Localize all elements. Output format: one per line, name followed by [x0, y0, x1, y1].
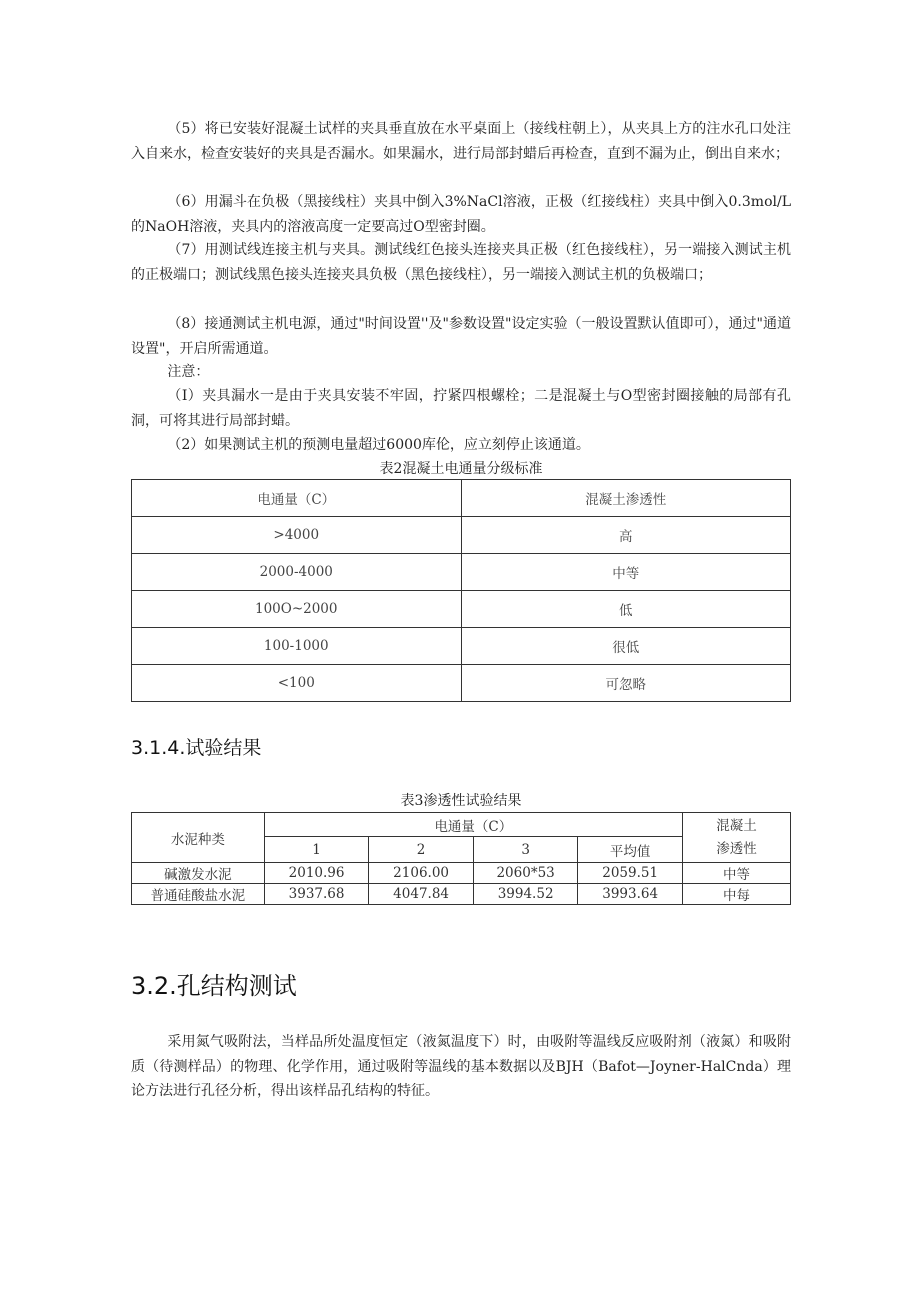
- flux-average-cell: 2059.51: [578, 863, 683, 884]
- table-row: [132, 628, 791, 665]
- flux-range-cell: 2000-4000: [132, 554, 462, 591]
- header-cell-cement-type: 水泥种类: [132, 813, 265, 863]
- table-header-row: [132, 813, 791, 837]
- permeability-cell: 中等: [461, 554, 791, 591]
- subheader-cell-1: 1: [264, 837, 369, 863]
- note-item-2: （2）如果测试主机的预测电量超过6000库伦，应立刻停止该通道。: [167, 437, 590, 453]
- flux-range-cell: 100-1000: [132, 628, 462, 665]
- flux-range-cell: >4000: [132, 517, 462, 554]
- header-cell-flux: 电通量（C）: [132, 480, 462, 517]
- paragraph-step-6: （6）用漏斗在负极（黑接线柱）夹具中倒入3%NaCl溶液，正极（红接线柱）夹具中倒入0.3mol/L的NaOH溶液，夹具内的溶液高度一定要高过O型密封圈。: [131, 194, 791, 235]
- permeability-header-line-1: 混凝土: [716, 817, 757, 834]
- subheader-cell-average: 平均值: [578, 837, 683, 863]
- permeability-results-table: [131, 812, 791, 905]
- cement-type-cell: 碱激发水泥: [132, 863, 265, 884]
- flux-range-cell: 100O~2000: [132, 591, 462, 628]
- flux-value-cell: 2106.00: [369, 863, 474, 884]
- note-label: 注意：: [167, 364, 210, 380]
- table-row: [132, 884, 791, 905]
- paragraph-pore-structure: 采用氮气吸附法，当样品所处温度恒定（液氮温度下）时，由吸附等温线反应吸附剂（液氮）和吸附质（待测样品）的物理、化学作用，通过吸附等温线的基本数据以及BJH（Bafot—Joyner-HalCnda）理论方法进行孔径分析，得出该样品孔结构的特征。: [131, 1034, 791, 1099]
- table3-caption: 表3渗透性试验结果: [400, 793, 522, 809]
- table-row: [132, 591, 791, 628]
- section-heading-3-2: 3.2.孔结构测试: [131, 972, 297, 1000]
- flux-average-cell: 3993.64: [578, 884, 683, 905]
- permeability-cell: 中等: [682, 863, 790, 884]
- permeability-header-line-2: 渗透性: [716, 840, 757, 857]
- section-heading-3-1-4: 3.1.4.试验结果: [131, 737, 262, 759]
- permeability-cell: 中每: [682, 884, 790, 905]
- header-cell-permeability: 混凝土渗透性: [461, 480, 791, 517]
- flux-value-cell: 3994.52: [473, 884, 578, 905]
- permeability-cell: 低: [461, 591, 791, 628]
- flux-value-cell: 2060*53: [473, 863, 578, 884]
- flux-grade-table: [131, 479, 791, 702]
- subheader-cell-2: 2: [369, 837, 474, 863]
- flux-range-cell: <100: [132, 665, 462, 702]
- paragraph-step-7: （7）用测试线连接主机与夹具。测试线红色接头连接夹具正极（红色接线柱），另一端接入测试主机的正极端口；测试线黑色接头连接夹具负极（黑色接线柱），另一端接入测试主机的负极端口；: [131, 242, 791, 283]
- cement-type-cell: 普通硅酸盐水泥: [132, 884, 265, 905]
- note-item-1: （I）夹具漏水一是由于夹具安装不牢固，拧紧四根螺栓；二是混凝土与O型密封圈接触的局部有孔洞，可将其进行局部封蜡。: [131, 388, 791, 429]
- permeability-cell: 可忽略: [461, 665, 791, 702]
- paragraph-step-8: （8）接通测试主机电源，通过"时间设置''及"参数设置"设定实验（一般设置默认值即可），通过"通道设置"，开启所需通道。: [131, 316, 791, 357]
- flux-value-cell: 3937.68: [264, 884, 369, 905]
- paragraph-step-5: （5）将已安装好混凝土试样的夹具垂直放在水平桌面上（接线柱朝上），从夹具上方的注水孔口处注入自来水，检查安装好的夹具是否漏水。如果漏水，进行局部封蜡后再检查，直到不漏为止，倒出自来水；: [131, 121, 791, 162]
- table-row: [132, 517, 791, 554]
- table-row: [132, 554, 791, 591]
- table-header-row: [132, 480, 791, 517]
- permeability-cell: 很低: [461, 628, 791, 665]
- flux-value-cell: 2010.96: [264, 863, 369, 884]
- subheader-cell-3: 3: [473, 837, 578, 863]
- header-cell-permeability: [682, 813, 790, 863]
- permeability-cell: 高: [461, 517, 791, 554]
- table2-caption: 表2混凝土电通量分级标准: [379, 461, 543, 477]
- table-row: [132, 665, 791, 702]
- header-cell-flux: 电通量（C）: [264, 813, 682, 837]
- table-row: [132, 863, 791, 884]
- flux-value-cell: 4047.84: [369, 884, 474, 905]
